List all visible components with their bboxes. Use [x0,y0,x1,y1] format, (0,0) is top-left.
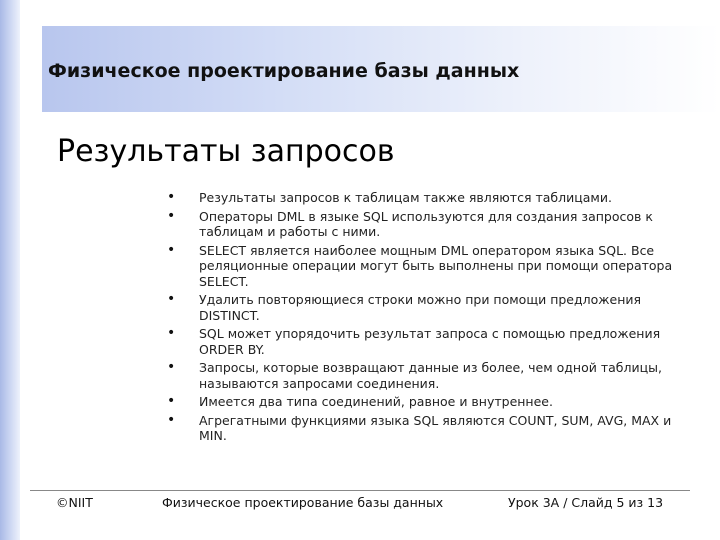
bullet-item [160,413,700,444]
bullet-dot-icon: • [167,291,176,307]
bullet-item [160,326,700,357]
bullet-dot-icon: • [167,411,176,428]
footer-copyright: ©NIIT [56,495,93,510]
bullet-text: SQL может упорядочить результат запроса с помощью предложения ORDER BY. [199,326,661,357]
left-decorative-bar [0,0,20,540]
footer-course-title: Физическое проектирование базы данных [162,495,444,510]
bullet-text: Агрегатными функциями языка SQL являются COUNT, SUM, AVG, MAX и MIN. [199,412,672,443]
bullet-item [160,243,700,290]
bullet-dot-icon: • [167,207,176,224]
bullet-text: Запросы, которые возвращают данные из более, чем одной таблицы, называются запросами соединения. [199,360,662,391]
header-title: Физическое проектирование базы данных [48,60,520,82]
bullet-dot-icon: • [167,189,176,205]
bullet-dot-icon: • [167,393,176,409]
bullet-text: SELECT является наиболее мощным DML оператором языка SQL. Все реляционные операции могут быть выполнены при помощи оператора SELECT. [199,242,673,289]
slide-heading: Результаты запросов [57,134,395,169]
footer-divider [30,490,690,491]
footer-slide-number: Урок 3A / Слайд 5 из 13 [508,495,664,510]
bullet-dot-icon: • [167,241,176,258]
bullet-list [160,190,700,447]
bullet-item [160,292,700,323]
bullet-text: Операторы DML в языке SQL используются для создания запросов к таблицам и работы с ними. [199,208,653,239]
bullet-text: Результаты запросов к таблицам также являются таблицами. [199,190,612,205]
bullet-text: Имеется два типа соединений, равное и внутреннее. [199,394,553,409]
bullet-dot-icon: • [167,325,176,341]
bullet-item [160,209,700,240]
bullet-dot-icon: • [167,359,176,375]
bullet-item [160,360,700,391]
bullet-item [160,190,700,206]
bullet-item [160,394,700,410]
bullet-text: Удалить повторяющиеся строки можно при помощи предложения DISTINCT. [199,292,642,323]
